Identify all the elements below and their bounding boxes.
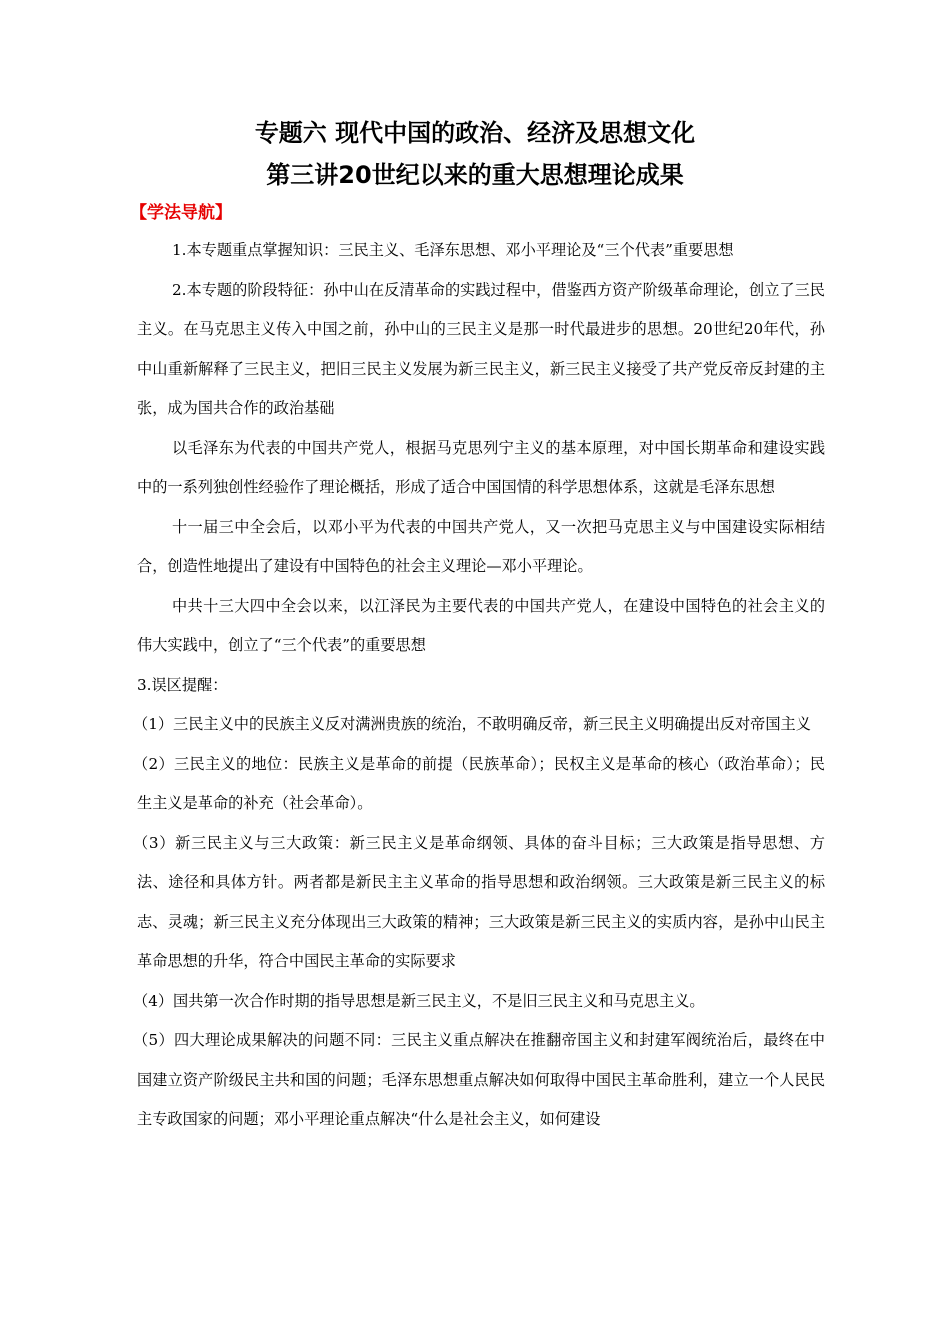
paragraph-mao-thought: 以毛泽东为代表的中国共产党人，根据马克思列宁主义的基本原理，对中国长期革命和建设实践中的一系列独创性经验作了理论概括，形成了适合中国国情的科学思想体系，这就是毛泽东思想 bbox=[137, 438, 825, 496]
section-heading-study-guide: 【学法导航】 bbox=[130, 203, 232, 223]
list-item-misconception-1: （1）三民主义中的民族主义反对满洲贵族的统治，不敢明确反帝，新三民主义明确提出反对帝国主义 bbox=[133, 715, 811, 733]
document-title: 专题六 现代中国的政治、经济及思想文化 bbox=[254, 119, 696, 147]
list-item-misconception-2: （2）三民主义的地位：民族主义是革命的前提（民族革命）；民权主义是革命的核心（政治革命）；民生主义是革命的补充（社会革命）。 bbox=[133, 754, 825, 812]
paragraph-three-represents: 中共十三大四中全会以来，以江泽民为主要代表的中国共产党人，在建设中国特色的社会主义的伟大实践中，创立了“三个代表”的重要思想 bbox=[137, 596, 825, 654]
document-subtitle: 第三讲20世纪以来的重大思想理论成果 bbox=[266, 161, 684, 189]
paragraph-misconception-heading: 3.误区提醒： bbox=[137, 675, 228, 694]
paragraph-key-knowledge: 1.本专题重点掌握知识：三民主义、毛泽东思想、邓小平理论及“三个代表”重要思想 bbox=[172, 241, 734, 259]
list-item-misconception-4: （4）国共第一次合作时期的指导思想是新三民主义，不是旧三民主义和马克思主义。 bbox=[133, 991, 705, 1010]
document-body bbox=[133, 231, 825, 1140]
paragraph-stage-features: 2.本专题的阶段特征：孙中山在反清革命的实践过程中，借鉴西方资产阶级革命理论，创立了三民主义。在马克思主义传入中国之前，孙中山的三民主义是那一时代最进步的思想。20世纪20年代，孙中山重新解释了三民主义，把旧三民主义发展为新三民主义，新三民主义接受了共产党反帝反封建的主张，成为国共合作的政治基础 bbox=[137, 280, 825, 417]
list-item-misconception-3: （3）新三民主义与三大政策：新三民主义是革命纲领、具体的奋斗目标；三大政策是指导思想、方法、途径和具体方针。两者都是新民主主义革命的指导思想和政治纲领。三大政策是新三民主义的标志、灵魂；新三民主义充分体现出三大政策的精神；三大政策是新三民主义的实质内容，是孙中山民主革命思想的升华，符合中国民主革命的实际要求 bbox=[133, 833, 825, 970]
paragraph-deng-theory: 十一届三中全会后，以邓小平为代表的中国共产党人，又一次把马克思主义与中国建设实际相结合，创造性地提出了建设有中国特色的社会主义理论—邓小平理论。 bbox=[137, 517, 825, 575]
list-item-misconception-5: （5）四大理论成果解决的问题不同：三民主义重点解决在推翻帝国主义和封建军阀统治后，最终在中国建立资产阶级民主共和国的问题；毛泽东思想重点解决如何取得中国民主革命胜利，建立一个人民民主专政国家的问题；邓小平理论重点解决“什么是社会主义，如何建设 bbox=[133, 1031, 825, 1128]
